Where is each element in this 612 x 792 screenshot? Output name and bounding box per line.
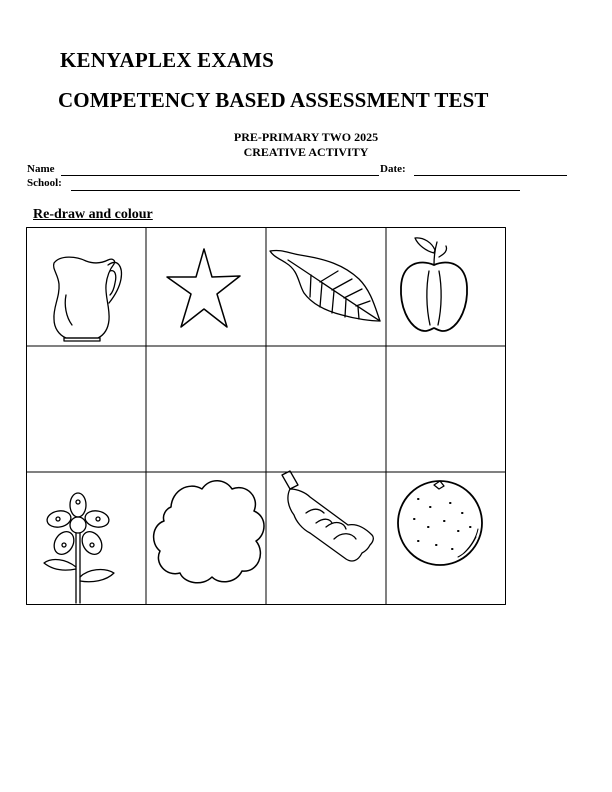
apple-icon	[401, 238, 467, 331]
bottle-icon	[282, 471, 373, 561]
star-icon	[167, 249, 240, 327]
subject-heading: CREATIVE ACTIVITY	[243, 145, 369, 159]
grade-heading: PRE-PRIMARY TWO 2025	[233, 130, 379, 144]
instruction: Re-draw and colour	[33, 207, 153, 222]
exam-title: COMPETENCY BASED ASSESSMENT TEST	[58, 88, 489, 112]
exam-org: KENYAPLEX EXAMS	[60, 48, 275, 72]
drawing-grid	[26, 227, 506, 605]
flower-icon	[44, 493, 114, 603]
jug-icon	[54, 257, 122, 341]
school-label: School:	[27, 177, 62, 189]
cloud-icon	[154, 481, 264, 583]
grid-lines	[26, 227, 506, 605]
school-field[interactable]	[71, 190, 520, 191]
name-label: Name	[27, 163, 55, 175]
leaf-icon	[270, 250, 380, 321]
orange-icon	[398, 481, 482, 565]
date-field[interactable]	[414, 175, 567, 176]
name-field[interactable]	[61, 175, 379, 176]
date-label: Date:	[380, 163, 406, 175]
